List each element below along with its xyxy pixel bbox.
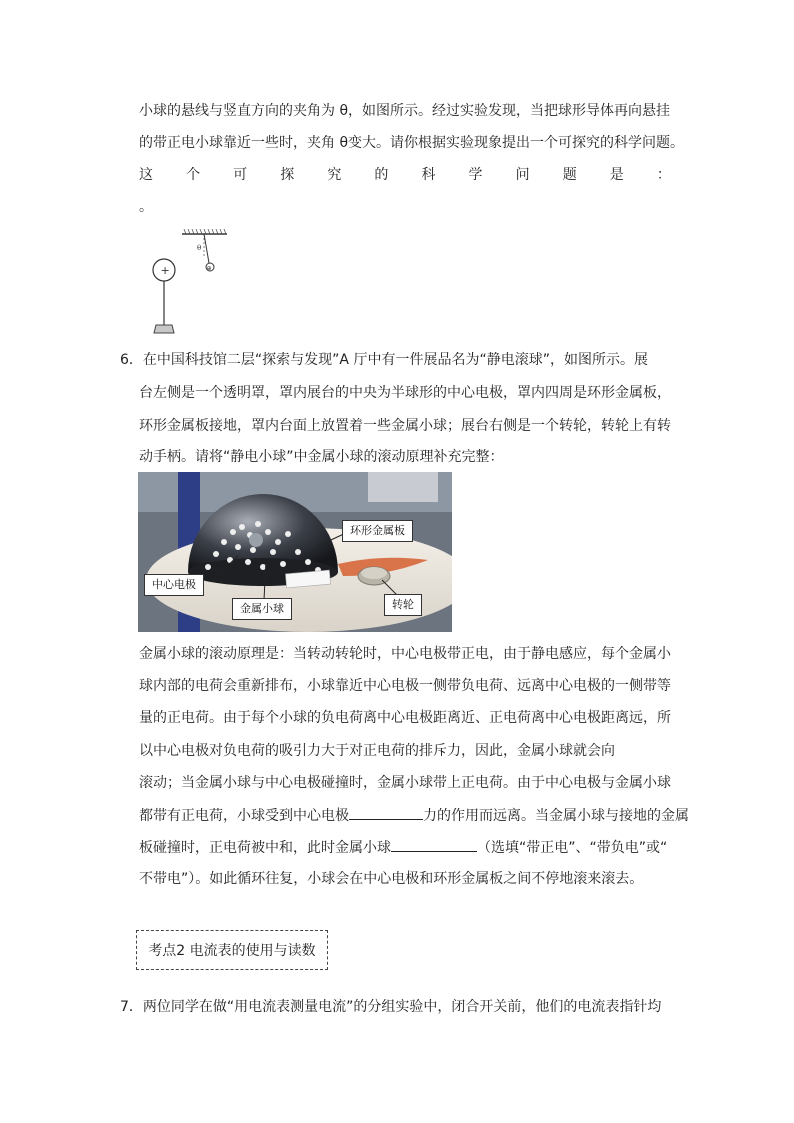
prompt-char: 探 xyxy=(280,167,295,183)
q5-figure xyxy=(140,228,240,338)
q5-answer-end: 。 xyxy=(139,199,153,215)
svg-text:θ: θ xyxy=(197,244,202,252)
prompt-char: 可 xyxy=(233,167,248,183)
prompt-char: 题 xyxy=(562,167,577,183)
q6-number: 6． xyxy=(120,352,143,368)
topic-label: 考点2 电流表的使用与读数 xyxy=(148,943,316,959)
prompt-char: 学 xyxy=(468,167,483,183)
q6-principle-8: 不带电”）。如此循环往复，小球会在中心电极和环形金属板之间不停地滚来滚去。 xyxy=(139,871,644,887)
q6-principle-5: 滚动；当金属小球与中心电极碰撞时，金属小球带上正电荷。由于中心电极与金属小球 xyxy=(139,775,671,791)
topic-heading xyxy=(136,930,328,970)
prompt-char: 这 xyxy=(139,167,153,183)
q6-line7-a: 板碰撞时，正电荷被中和，此时金属小球 xyxy=(139,840,391,856)
q6-intro-1: 在中国科技馆二层“探索与发现”A 厅中有一件展品名为“静电滚球”，如图所示。展 xyxy=(142,352,648,368)
answer-blank-force[interactable] xyxy=(349,805,423,820)
answer-blank-charge[interactable] xyxy=(391,837,477,852)
q5-line-1: 小球的悬线与竖直方向的夹角为 θ，如图所示。经过实验发现，当把球形导体再向悬挂 xyxy=(139,103,671,119)
q6-line-1 xyxy=(120,350,648,370)
label-ring-plate: 环形金属板 xyxy=(342,520,413,542)
exhibit-photo xyxy=(138,472,452,632)
q5-line-2: 的带正电小球靠近一些时，夹角 θ变大。请你根据实验现象提出一个可探究的科学问题。 xyxy=(139,135,685,151)
q6-principle-4: 以中心电极对负电荷的吸引力大于对正电荷的排斥力，因此，金属小球就会向 xyxy=(139,743,615,759)
q6-intro-3: 环形金属板接地，罩内台面上放置着一些金属小球；展台右侧是一个转轮，转轮上有转 xyxy=(139,418,671,434)
prompt-char: 个 xyxy=(186,167,201,183)
q7-text: 两位同学在做“用电流表测量电流”的分组实验中，闭合开关前，他们的电流表指针均 xyxy=(142,999,662,1015)
q6-line6-b: 力的作用而远离。当金属小球与接地的金属 xyxy=(423,808,689,824)
label-center-electrode: 中心电极 xyxy=(144,574,204,596)
q6-intro-4: 动手柄。请将“静电小球”中金属小球的滚动原理补充完整： xyxy=(139,449,504,465)
q6-principle-7 xyxy=(139,837,667,858)
sphere-charge: + xyxy=(160,264,170,277)
ball-charge: ⊕ xyxy=(206,265,212,272)
q6-principle-2: 球内部的电荷会重新排布，小球靠近中心电极一侧带负电荷、远离中心电极的一侧带等 xyxy=(139,678,671,694)
q6-intro-2: 台左侧是一个透明罩，罩内展台的中央为半球形的中心电极，罩内四周是环形金属板， xyxy=(139,385,671,401)
q6-line7-b: （选填“带正电”、“带负电”或“ xyxy=(477,840,668,856)
q7-line-1 xyxy=(120,997,661,1017)
q7-number: 7． xyxy=(120,999,143,1015)
q6-principle-6 xyxy=(139,805,689,826)
q5-prompt-line xyxy=(139,165,671,185)
prompt-char: 科 xyxy=(421,167,436,183)
prompt-char: 的 xyxy=(374,167,389,183)
prompt-char: ： xyxy=(656,167,671,183)
q6-principle-3: 量的正电荷。由于每个小球的负电荷离中心电极距离近、正电荷离中心电极距离远，所 xyxy=(139,710,671,726)
label-metal-ball: 金属小球 xyxy=(232,598,292,620)
prompt-char: 问 xyxy=(515,167,530,183)
q6-principle-1: 金属小球的滚动原理是：当转动转轮时，中心电极带正电，由于静电感应，每个金属小 xyxy=(139,646,671,662)
prompt-char: 究 xyxy=(327,167,342,183)
prompt-char: 是 xyxy=(609,167,624,183)
label-wheel: 转轮 xyxy=(384,594,422,616)
q6-line6-a: 都带有正电荷，小球受到中心电极 xyxy=(139,808,349,824)
